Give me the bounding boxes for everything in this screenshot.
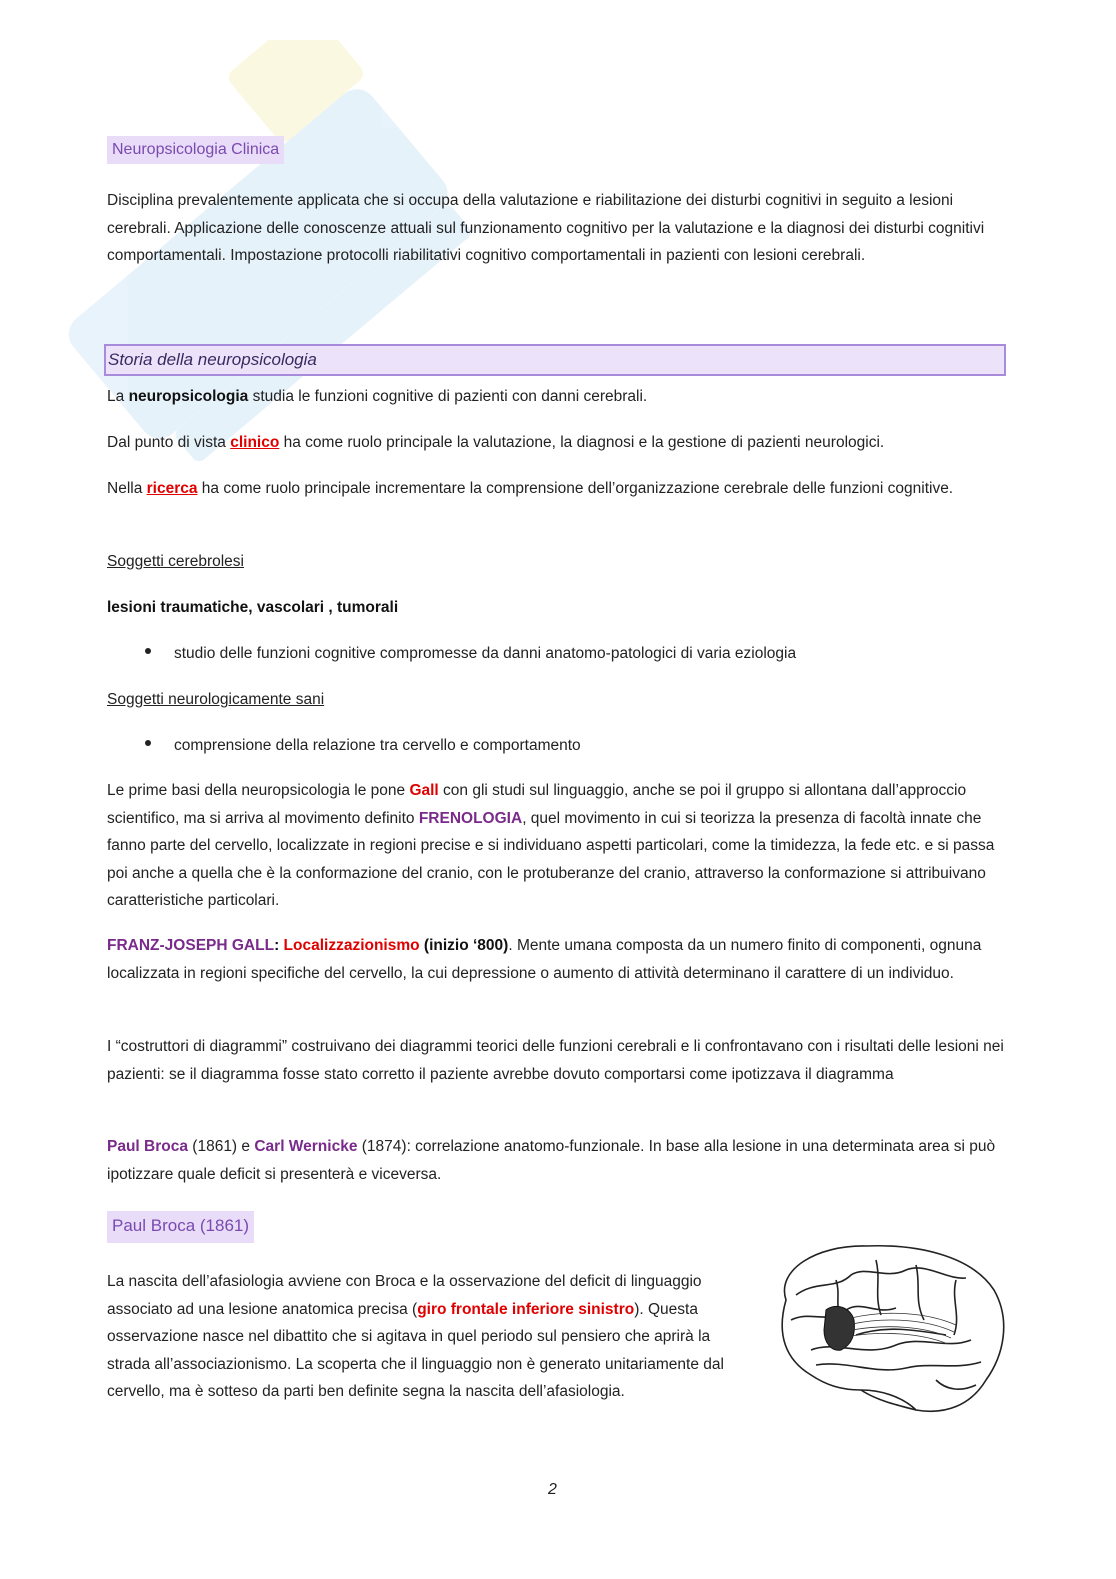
term-giro-frontale: giro frontale inferiore sinistro: [417, 1300, 635, 1318]
term-neuropsicologia: neuropsicologia: [128, 388, 249, 405]
brain-illustration: [756, 1240, 1008, 1416]
paragraph-definition: Disciplina prevalentemente applicata che si occupa della valutazione e riabilitazione dei disturbi cognitivi in seguito a lesioni cerebrali. Applicazione delle conoscenze attuali sul funzionamento cognitivo per la valutazione e la diagnosi dei disturbi cognitivi comportamentali. Impostazione protocolli riabilitativi cognitivo comportamentali in pazienti con lesioni cerebrali.: [107, 192, 985, 264]
paragraph-franz-joseph-gall: FRANZ-JOSEPH GALL: Localizzazionismo (inizio ‘800). Mente umana composta da un numero finito di componenti, ognuna localizzata in regioni specifiche del cervello, la cui depressione o aumento di attività determinano il carattere di un individuo.: [107, 937, 982, 982]
term-paul-broca: Paul Broca: [107, 1138, 188, 1155]
subheading-cerebrolesi: Soggetti cerebrolesi: [107, 553, 244, 570]
section-heading-broca: Paul Broca (1861): [107, 1211, 254, 1243]
term-carl-wernicke: Carl Wernicke: [254, 1138, 358, 1155]
term-ricerca: ricerca: [146, 480, 198, 497]
subheading-sani: Soggetti neurologicamente sani: [107, 691, 325, 708]
bullet-dot: [145, 740, 151, 746]
section-heading-storia: Storia della neuropsicologia: [104, 344, 1006, 376]
paragraph-frenologia: Le prime basi della neuropsicologia le pone Gall con gli studi sul linguaggio, anche se poi il gruppo si allontana dall’approccio scientifico, ma si arriva al movimento definito FRENOLOGIA, quel movimento in cui si teorizza la presenza di facoltà innate che fanno parte del cervello, localizzate in regioni precise e si individuano aspetti particolari, come la timidezza, la fede etc. e si passa poi anche a quella che è la conformazione del cranio, con le protuberanze del cranio, attraverso la conformazione si attribuivano caratteristiche particolari.: [107, 782, 995, 909]
bullet-item-comprensione: comprensione della relazione tra cervello e comportamento: [174, 737, 581, 754]
term-franz-joseph-gall: FRANZ-JOSEPH GALL: [107, 937, 275, 954]
page-number: 2: [548, 1481, 557, 1498]
bold-line-lesioni: lesioni traumatiche, vascolari , tumorali: [107, 599, 399, 616]
bullet-dot: [145, 648, 151, 654]
paragraph-afasiologia: La nascita dell’afasiologia avviene con Broca e la osservazione del deficit di linguaggio associato ad una lesione anatomica precisa (giro frontale inferiore sinistro). Questa osservazione nasce nel dibattito che si agitava in quel periodo sul pensiero che aprirà la strada all’associazionismo. La scoperta che il linguaggio non è generato unitariamente dal cervello, ma è sotteso da parti ben definite segna la nascita dell’afasiologia.: [107, 1273, 724, 1400]
bullet-item-studio: studio delle funzioni cognitive compromesse da danni anatomo-patologici di varia eziologia: [174, 645, 797, 662]
term-gall: Gall: [409, 782, 439, 799]
term-clinico: clinico: [230, 434, 280, 451]
term-frenologia: FRENOLOGIA: [418, 809, 523, 827]
paragraph-neuropsicologia: La neuropsicologia studia le funzioni cognitive di pazienti con danni cerebrali.: [107, 388, 648, 405]
paragraph-broca-wernicke: Paul Broca (1861) e Carl Wernicke (1874): correlazione anatomo-funzionale. In base alla lesione in una determinata area si può ipotizzare quale deficit si presenterà e viceversa.: [107, 1138, 996, 1183]
paragraph-clinico: Dal punto di vista clinico ha come ruolo principale la valutazione, la diagnosi e la gestione di pazienti neurologici.: [107, 434, 885, 451]
section-heading-clinica: Neuropsicologia Clinica: [107, 136, 284, 164]
paragraph-diagrammi: I “costruttori di diagrammi” costruivano dei diagrammi teorici delle funzioni cerebrali e li confrontavano con i risultati delle lesioni nei pazienti: se il diagramma fosse stato corretto il paziente avrebbe dovuto comportarsi come ipotizzava il diagramma: [107, 1038, 1004, 1083]
paragraph-ricerca: Nella ricerca ha come ruolo principale incrementare la comprensione dell’organizzazione cerebrale delle funzioni cognitive.: [107, 480, 954, 497]
term-localizzazionismo: Localizzazionismo: [283, 937, 420, 954]
